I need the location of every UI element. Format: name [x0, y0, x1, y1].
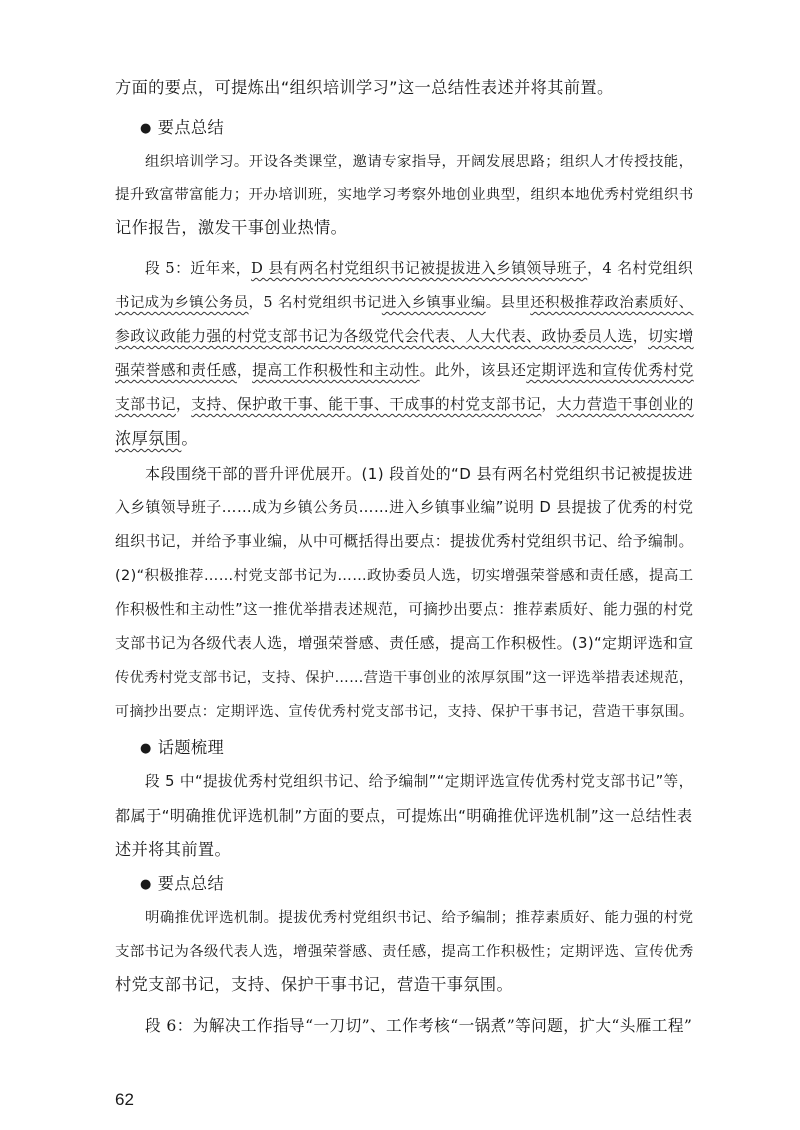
text-line: 明确推优评选机制。提拔优秀村党组织书记、给予编制；推荐素质好、能力强的村党: [145, 910, 694, 926]
text-line: 支部书记为各级代表人选，增强荣誉感、责任感，提高工作积极性；定期评选、宣传优秀: [115, 944, 694, 960]
text-line: 段 5：近年来，D 县有两名村党组织书记被提拔进入乡镇领导班子，4 名村党组织: [145, 260, 694, 277]
text-line: 述并将其前置。: [115, 840, 232, 859]
highlighted-phrase: 进入乡镇事业编: [381, 295, 486, 311]
highlighted-phrase: 浓厚氛围: [115, 429, 182, 448]
section-heading: ● 话题梳理: [140, 738, 225, 757]
text-line: 支部书记，支持、保护敢干事、能干事、干成事的村党支部书记，大力营造干事创业的: [115, 396, 694, 413]
bullet-icon: ●: [140, 741, 152, 756]
text-line: 支部书记为各级代表人选，增强荣誉感、责任感，提高工作积极性。(3)“定期评选和宣: [115, 635, 694, 652]
highlighted-phrase: 书记成为乡镇公务员: [115, 295, 249, 311]
text-line: (2)“积极推荐……村党支部书记为……政协委员人选，切实增强荣誉感和责任感，提高工: [115, 568, 694, 584]
text-line: 可摘抄出要点：定期评选、宣传优秀村党支部书记，支持、保护干事书记，营造干事氛围。: [115, 704, 694, 720]
section-heading: ● 要点总结: [140, 874, 225, 893]
text-line: 浓厚氛围。: [115, 429, 198, 448]
bullet-icon: ●: [140, 121, 152, 136]
text-line: 强荣誉感和责任感，提高工作积极性和主动性。此外，该县还定期评选和宣传优秀村党: [115, 362, 694, 379]
text-line: 组织培训学习。开设各类课堂，邀请专家指导，开阔发展思路；组织人才传授技能，: [145, 154, 694, 170]
section-heading: ● 要点总结: [140, 118, 225, 137]
text-line: 段 5 中“提拔优秀村党组织书记、给予编制”“定期评选宣传优秀村党支部书记”等，: [145, 773, 694, 790]
highlighted-phrase: 支部书记: [115, 396, 176, 413]
highlighted-phrase: 定期评选和宣传优秀村党: [526, 362, 694, 379]
text-line: 都属于“明确推优评选机制”方面的要点，可提炼出“明确推优评选机制”这一总结性表: [115, 807, 693, 825]
highlighted-phrase: 支持、保护敢干事、能干事、干成事的村党支部书记: [191, 396, 542, 413]
text-line: 书记成为乡镇公务员，5 名村党组织书记进入乡镇事业编。县里还积极推荐政治素质好、: [115, 295, 694, 311]
text-line: 本段围绕干部的晋升评优展开。(1) 段首处的“D 县有两名村党组织书记被提拔进: [145, 465, 693, 483]
text-line: 村党支部书记，支持、保护干事书记，营造干事氛围。: [115, 975, 514, 994]
text-line: 传优秀村党支部书记，支持、保护……营造干事创业的浓厚氛围”这一评选举措表述规范，: [115, 670, 694, 686]
highlighted-phrase: 还积极推荐政治素质好、: [530, 295, 694, 311]
text-line: 作积极性和主动性”这一推优举措表述规范，可摘抄出要点：推荐素质好、能力强的村党: [115, 601, 694, 618]
text-line: 组织书记，并给予事业编，从中可概括得出要点：提拔优秀村党组织书记、给予编制。: [115, 533, 694, 550]
text-line: 入乡镇领导班子……成为乡镇公务员……进入乡镇事业编”说明 D 县提拔了优秀的村党: [115, 499, 694, 516]
highlighted-phrase: 参政议政能力强的村党支部书记为各级党代会代表、人大代表、政协委员人选: [115, 328, 633, 345]
text-line: 方面的要点，可提炼出“组织培训学习”这一总结性表述并将其前置。: [115, 78, 614, 97]
highlighted-phrase: 强荣誉感和责任感: [115, 362, 237, 379]
text-line: 提升致富带富能力；开办培训班，实地学习考察外地创业典型，组织本地优秀村党组织书: [115, 187, 694, 203]
page-number: 62: [115, 1090, 134, 1109]
text-line: 参政议政能力强的村党支部书记为各级党代会代表、人大代表、政协委员人选，切实增: [115, 328, 694, 345]
highlighted-phrase: 切实增: [648, 328, 694, 345]
text-line: 记作报告，激发干事创业热情。: [115, 218, 348, 237]
highlighted-phrase: 大力营造干事创业的: [556, 396, 694, 413]
text-line: 段 6：为解决工作指导“一刀切”、工作考核“一锅煮”等问题，扩大“头雁工程”: [145, 1016, 693, 1035]
highlighted-phrase: D 县有两名村党组织书记被提拔进入乡镇领导班子: [251, 260, 588, 277]
highlighted-phrase: 提高工作积极性和主动性: [252, 362, 420, 379]
bullet-icon: ●: [140, 877, 152, 892]
